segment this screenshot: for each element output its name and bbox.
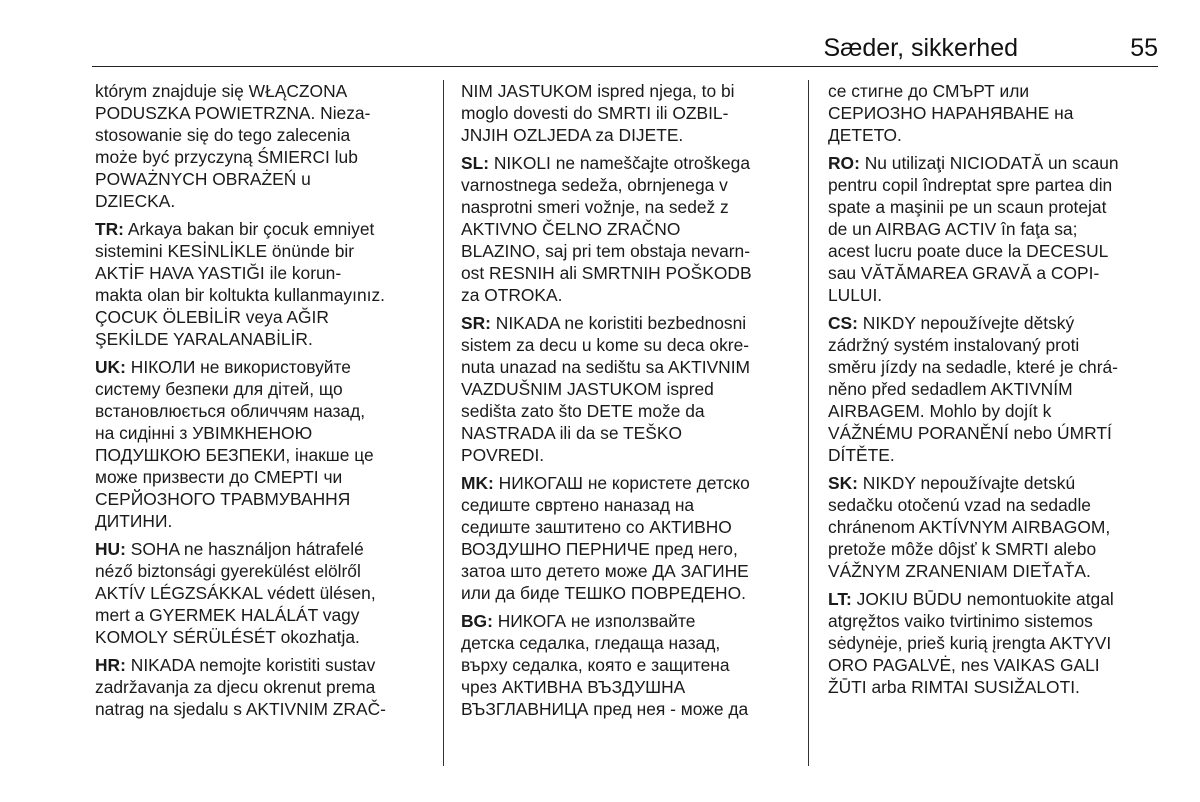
language-code: SR: — [461, 313, 491, 333]
text-column-3 — [828, 80, 1166, 704]
paragraph-hr — [95, 654, 433, 720]
page-number: 55 — [1130, 34, 1158, 62]
section-title: Sæder, sikkerhed — [823, 34, 1018, 62]
language-code: HU: — [95, 539, 126, 559]
paragraph-sk — [828, 472, 1166, 582]
page-header — [92, 32, 1158, 67]
paragraph-tr — [95, 218, 433, 350]
paragraph-hr-continued — [461, 80, 799, 146]
language-code: LT: — [828, 589, 852, 609]
paragraph-lt — [828, 588, 1166, 698]
paragraph-text: NIKDY nepoužívejte dětský zádržný systém instalovaný proti směru jízdy na sedadle, které je chrá- něno před sedadlem AKTIVNÍM AIRBAGEM. Mohlo by dojít k VÁŽNÉMU PORANĚNÍ nebo ÚMRTÍ DÍTĚTE. — [828, 313, 1118, 465]
language-code: TR: — [95, 219, 124, 239]
language-code: SK: — [828, 473, 858, 493]
paragraph-text: którym znajduje się WŁĄCZONA PODUSZKA POWIETRZNA. Nieza- stosowanie się do tego zalecenia może być przyczyną ŚMIERCI lub POWAŻNYCH OBRAŻEŃ u DZIECKA. — [95, 81, 371, 211]
paragraph-text: Nu utilizaţi NICIODATĂ un scaun pentru copil îndreptat spre partea din spate a maşinii pe un scaun protejat de un AIRBAG ACTIV în faţa sa; acest lucru poate duce la DECESUL sau VĂTĂMAREA GRAVĂ a COPI- LULUI. — [828, 153, 1119, 305]
paragraph-text: NIM JASTUKOM ispred njega, to bi moglo dovesti do SMRTI ili OZBIL- JNJIH OZLJEDA za DIJETE. — [461, 81, 735, 145]
language-code: HR: — [95, 655, 126, 675]
paragraph-text: SOHA ne használjon hátrafelé néző biztonsági gyerekülést elölről AKTÍV LÉGZSÁKKAL védett ülésen, mert a GYERMEK HALÁLÁT vagy KOMOLY SÉRÜLÉSÉT okozhatja. — [95, 539, 376, 647]
language-code: MK: — [461, 473, 494, 493]
paragraph-text: НИКОГАШ не користете детско седиште свртено наназад на седиште заштитено со АКТИВНО ВОЗДУШНО ПЕРНИЧЕ пред него, затоа што детето може ДА ЗАГИНЕ или да биде ТЕШКО ПОВРЕДЕНО. — [461, 473, 750, 603]
language-code: BG: — [461, 611, 493, 631]
paragraph-sl — [461, 152, 799, 306]
paragraph-mk — [461, 472, 799, 604]
paragraph-cs — [828, 312, 1166, 466]
paragraph-ro — [828, 152, 1166, 306]
language-code: SL: — [461, 153, 490, 173]
paragraph-text: NIKADA nemojte koristiti sustav zadržavanja za djecu okrenut prema natrag na sjedalu s AKTIVNIM ZRAČ- — [95, 655, 386, 719]
paragraph-hu — [95, 538, 433, 648]
paragraph-sr — [461, 312, 799, 466]
language-code: UK: — [95, 357, 126, 377]
column-divider — [808, 80, 809, 766]
language-code: CS: — [828, 313, 858, 333]
paragraph-text: Arkaya bakan bir çocuk emniyet sistemini KESİNLİKLE önünde bir AKTİF HAVA YASTIĞI ile korun- makta olan bir koltukta kullanmayınız. ÇOCUK ÖLEBİLİR veya AĞIR ŞEKİLDE YARALANABİLİR. — [95, 219, 385, 349]
paragraph-uk — [95, 356, 433, 532]
paragraph-bg — [461, 610, 799, 720]
paragraph-text: NIKOLI ne nameščajte otroškega varnostnega sedeža, obrnjenega v nasprotni smeri vožnje, na sedež z AKTIVNO ČELNO ZRAČNO BLAZINO, saj pri tem obstaja nevarn- ost RESNIH ali SMRTNIH POŠKODB za OTROKA. — [461, 153, 752, 305]
paragraph-bg-continued — [828, 80, 1166, 146]
paragraph-text: се стигне до СМЪРТ или СЕРИОЗНО НАРАНЯВАНЕ на ДЕТЕТО. — [828, 81, 1074, 145]
column-divider — [443, 80, 444, 766]
paragraph-pl-continued — [95, 80, 433, 212]
paragraph-text: NIKADA ne koristiti bezbednosni sistem za decu u kome su deca okre- nuta unazad na sedištu sa AKTIVNIM VAZDUŠNIM JASTUKOM ispred sedišta zato što DETE može da NASTRADA ili da se TEŠKO POVREDI. — [461, 313, 751, 465]
language-code: RO: — [828, 153, 860, 173]
paragraph-text: JOKIU BŪDU nemontuokite atgal atgręžtos vaiko tvirtinimo sistemos sėdynėje, prieš kurią įrengta AKTYVI ORO PAGALVĖ, nes VAIKAS GALI ŽŪTI arba RIMTAI SUSIŽALOTI. — [828, 589, 1114, 697]
text-column-2 — [461, 80, 799, 726]
paragraph-text: НІКОЛИ не використовуйте систему безпеки для дітей, що встановлюється обличчям назад, на сидінні з УВІМКНЕНОЮ ПОДУШКОЮ БЕЗПЕКИ, інакше це може призвести до СМЕРТІ чи СЕРЙОЗНОГО ТРАВМУВАННЯ ДИТИНИ. — [95, 357, 374, 531]
paragraph-text: НИКОГА не използвайте детска седалка, гледаща назад, върху седалка, която е защитена чрез АКТИВНА ВЪЗДУШНА ВЪЗГЛАВНИЦА пред нея - може да — [461, 611, 749, 719]
paragraph-text: NIKDY nepoužívajte detskú sedačku otočenú vzad na sedadle chránenom AKTÍVNYM AIRBAGOM, pretože môže dôjsť k SMRTI alebo VÁŽNYM ZRANENIAM DIEŤAŤA. — [828, 473, 1111, 581]
text-column-1 — [95, 80, 433, 726]
